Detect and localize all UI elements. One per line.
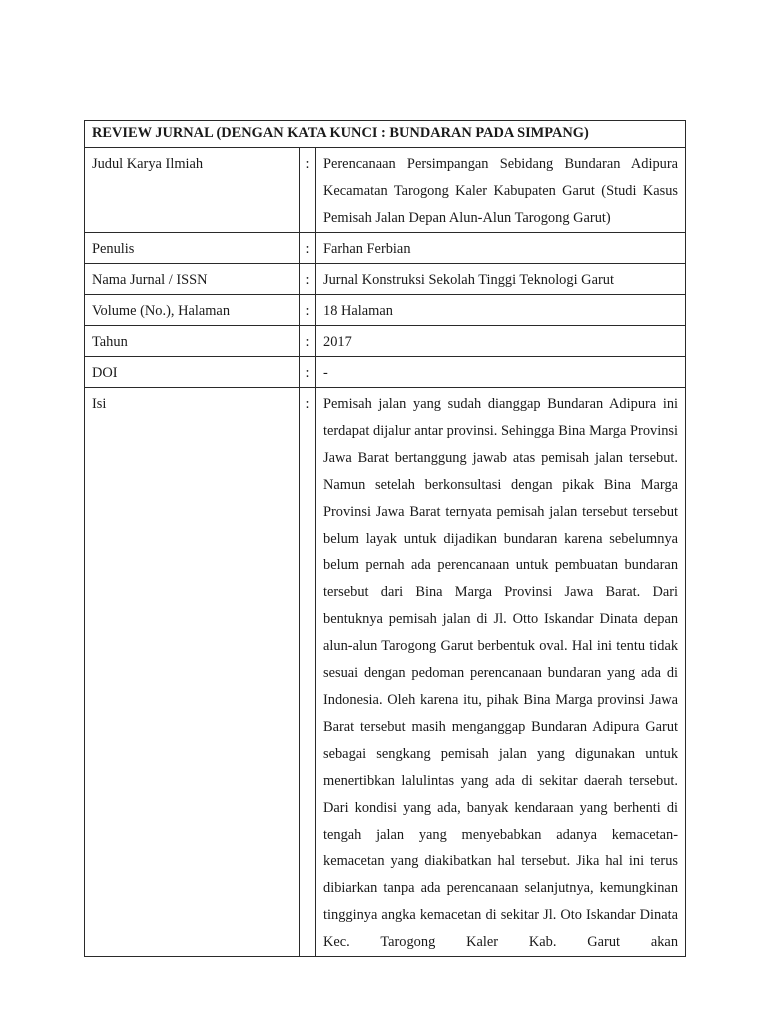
review-title: REVIEW JURNAL (DENGAN KATA KUNCI : BUNDARAN PADA SIMPANG) xyxy=(85,121,686,148)
table-row xyxy=(85,233,686,264)
row-separator: : xyxy=(300,148,316,233)
row-label-tahun: Tahun xyxy=(85,326,300,357)
row-separator: : xyxy=(300,233,316,264)
row-label-doi: DOI xyxy=(85,357,300,388)
table-row xyxy=(85,357,686,388)
table-row xyxy=(85,148,686,233)
row-separator: : xyxy=(300,388,316,957)
row-value-nama-jurnal: Jurnal Konstruksi Sekolah Tinggi Teknologi Garut xyxy=(316,264,686,295)
review-table xyxy=(84,120,686,957)
table-row xyxy=(85,388,686,957)
title-row xyxy=(85,121,686,148)
row-separator: : xyxy=(300,295,316,326)
row-value-doi: - xyxy=(316,357,686,388)
row-label-nama-jurnal: Nama Jurnal / ISSN xyxy=(85,264,300,295)
row-value-tahun: 2017 xyxy=(316,326,686,357)
row-value-judul: Perencanaan Persimpangan Sebidang Bundaran Adipura Kecamatan Tarogong Kaler Kabupaten Garut (Studi Kasus Pemisah Jalan Depan Alun-Alun Tarogong Garut) xyxy=(316,148,686,233)
row-value-isi-cell xyxy=(316,388,686,957)
row-separator: : xyxy=(300,357,316,388)
row-label-volume: Volume (No.), Halaman xyxy=(85,295,300,326)
row-separator: : xyxy=(300,326,316,357)
row-label-isi: Isi xyxy=(85,388,300,957)
row-separator: : xyxy=(300,264,316,295)
row-value-volume: 18 Halaman xyxy=(316,295,686,326)
row-value-isi: Pemisah jalan yang sudah dianggap Bundaran Adipura ini terdapat dijalur antar provinsi. Sehingga Bina Marga Provinsi Jawa Barat bertanggung jawab atas pemisah jalan tersebut. Namun setelah berkonsultasi dengan pikak Bina Marga Provinsi Jawa Barat ternyata pemisah jalan tersebut tersebut belum layak untuk dijadikan bundaran karena sebelumnya belum pernah ada perencanaan untuk pembuatan bundaran tersebut dari Bina Marga Provinsi Jawa Barat. Dari bentuknya pemisah jalan di Jl. Otto Iskandar Dinata depan alun-alun Tarogong Garut berbentuk oval. Hal ini tentu tidak sesuai dengan pedoman perencanaan bundaran yang ada di Indonesia. Oleh karena itu, pihak Bina Marga provinsi Jawa Barat tersebut masih menganggap Bundaran Adipura Garut sebagai sengkang pemisah jalan yang digunakan untuk menertibkan lalulintas yang ada di sekitar daerah tersebut. Dari kondisi yang ada, banyak kendaraan yang berhenti di tengah jalan yang menyebabkan adanya kemacetan-kemacetan yang diakibatkan hal tersebut. Jika hal ini terus dibiarkan tanpa ada perencanaan selanjutnya, kemungkinan tingginya angka kemacetan di sekitar Jl. Oto Iskandar Dinata Kec. Tarogong Kaler Kab. Garut akan xyxy=(323,396,679,951)
row-label-penulis: Penulis xyxy=(85,233,300,264)
table-row xyxy=(85,326,686,357)
table-row xyxy=(85,264,686,295)
row-label-judul: Judul Karya Ilmiah xyxy=(85,148,300,233)
row-value-penulis: Farhan Ferbian xyxy=(316,233,686,264)
table-row xyxy=(85,295,686,326)
